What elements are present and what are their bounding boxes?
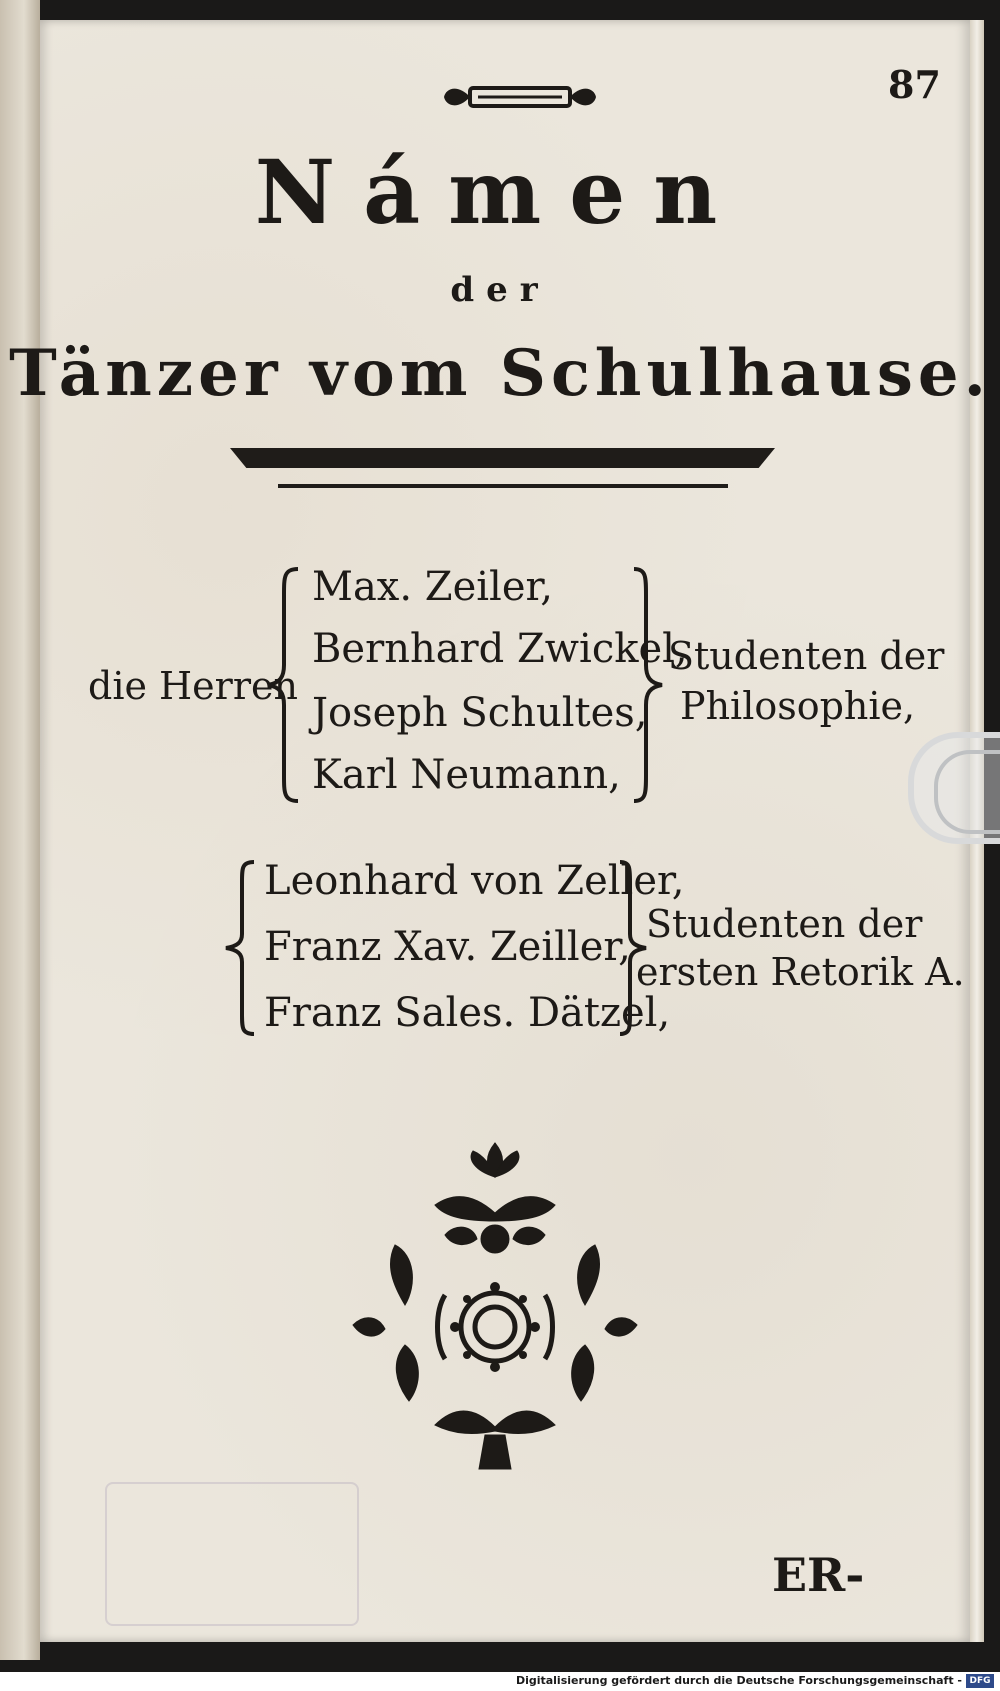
faded-library-stamp <box>105 1482 359 1626</box>
thick-rule <box>230 448 775 468</box>
name-leonhard-von-zeller: Leonhard von Zeller, <box>264 858 685 904</box>
header-ornament-icon <box>440 78 600 116</box>
name-max-zeiler: Max. Zeiler, <box>312 564 553 610</box>
left-brace-group1 <box>258 565 308 805</box>
right-brace-group1 <box>630 565 670 805</box>
name-joseph-schultes: Joseph Schultes, <box>312 690 648 736</box>
thin-rule <box>278 484 728 488</box>
subtitle-der: der <box>450 270 550 310</box>
right-brace-group2 <box>616 858 652 1038</box>
study-group1-line2: Philosophie, <box>680 684 916 728</box>
paper-clip-inner <box>934 750 1000 834</box>
page-title: Námen <box>254 140 746 244</box>
subtitle-dancers: Tänzer vom Schulhause. <box>9 336 991 411</box>
footer-bar <box>0 1672 1000 1691</box>
page-number: 87 <box>888 62 941 107</box>
floral-vignette-icon <box>345 1135 645 1475</box>
paper-clip-icon <box>908 732 1000 844</box>
facing-page-edge <box>0 0 40 1660</box>
study-group2-line1: Studenten der <box>646 902 923 946</box>
footer-credit: Digitalisierung gefördert durch die Deutsche Forschungsgemeinschaft - <box>515 1674 962 1687</box>
dfg-logo[interactable]: DFG <box>966 1674 994 1688</box>
group-label-herren: die Herren <box>88 664 298 708</box>
name-bernhard-zwickel: Bernhard Zwickel, <box>312 626 688 672</box>
study-group1-line1: Studenten der <box>668 634 945 678</box>
name-karl-neumann: Karl Neumann, <box>312 752 621 798</box>
name-franz-xav-zeiller: Franz Xav. Zeiller, <box>264 924 631 970</box>
study-group2-line2: ersten Retorik A. <box>636 950 965 994</box>
catchword: ER- <box>772 1548 865 1602</box>
left-brace-group2 <box>218 858 262 1038</box>
name-franz-sales-daetzel: Franz Sales. Dätzel, <box>264 990 671 1036</box>
